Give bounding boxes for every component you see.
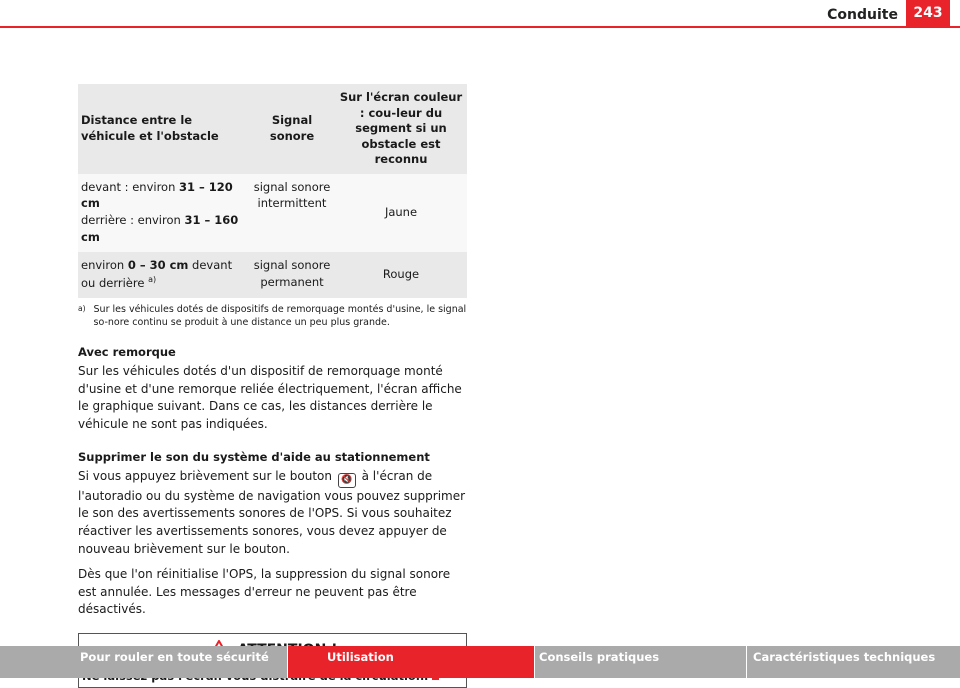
- distance-label: environ: [81, 258, 128, 273]
- header-signal: Signal sonore: [249, 84, 335, 174]
- mute-glyph: 🔇: [341, 474, 353, 485]
- text-fragment: à l'écran de l'autoradio ou du système de navigation vous pouvez supprimer le son des avertissements sonores de l'OPS. Si vous souhaitez réactiver les avertissements sonores, vous devez appuyer de nouveau brièvement sur le bouton.: [78, 468, 466, 556]
- cell-color: Rouge: [335, 252, 467, 298]
- distance-label: devant : environ: [81, 179, 180, 194]
- page-number: 243: [906, 0, 950, 26]
- footer-tab-specs[interactable]: Caractéristiques techniques: [746, 646, 960, 678]
- section-text-reset: Dès que l'on réinitialise l'OPS, la suppression du signal sonore est annulée. Les messages d'erreur ne peuvent pas être désactivés.: [78, 567, 451, 617]
- footer-nav: [0, 646, 960, 678]
- footer-tab-tips[interactable]: Conseils pratiques: [534, 646, 746, 678]
- section-text-mute: [78, 468, 467, 559]
- distance-label: derrière : environ: [81, 212, 185, 227]
- table-header-row: [78, 84, 467, 174]
- cell-distance: [78, 252, 249, 298]
- cell-signal: signal sonore intermittent: [249, 174, 335, 253]
- header-rule: [0, 26, 960, 28]
- distance-table: [78, 84, 467, 298]
- distance-label: devant ou derrière: [81, 258, 233, 290]
- distance-value: 31 – 160 cm: [81, 212, 239, 244]
- cell-distance: [78, 174, 249, 253]
- cell-color: Jaune: [335, 174, 467, 253]
- footnote-mark: a): [78, 304, 86, 314]
- footnote-ref: a): [148, 274, 157, 284]
- section-heading-trailer: Avec remorque: [78, 345, 176, 360]
- mute-button-icon: [338, 473, 356, 488]
- footer-tab-usage[interactable]: Utilisation: [287, 646, 534, 678]
- header-color: Sur l'écran couleur : cou-leur du segment si un obstacle est reconnu: [335, 84, 467, 174]
- section-heading-mute: Supprimer le son du système d'aide au stationnement: [78, 449, 430, 464]
- text-fragment: Si vous appuyez brièvement sur le bouton: [78, 468, 332, 483]
- distance-value: 31 – 120 cm: [81, 179, 233, 211]
- footnote-text: Sur les véhicules dotés de dispositifs de remorquage montés d'usine, le signal so-nore continu se produit à une distance un peu plus grande.: [93, 304, 467, 328]
- main-content: [78, 84, 467, 688]
- table-row: [78, 174, 467, 253]
- footer-tab-safety[interactable]: Pour rouler en toute sécurité: [0, 646, 287, 678]
- header-distance: Distance entre le véhicule et l'obstacle: [78, 84, 249, 174]
- distance-value: 0 – 30 cm: [127, 258, 189, 273]
- footnote: [78, 304, 467, 329]
- cell-signal: signal sonore permanent: [249, 252, 335, 298]
- page-title: Conduite: [827, 7, 898, 23]
- section-text-trailer: Sur les véhicules dotés d'un dispositif de remorquage monté d'usine et d'une remorque reliée électriquement, l'écran affiche le graphique suivant. Dans ce cas, les distances derrière le véhicule ne sont pas indiquées.: [78, 364, 462, 431]
- table-row: [78, 252, 467, 298]
